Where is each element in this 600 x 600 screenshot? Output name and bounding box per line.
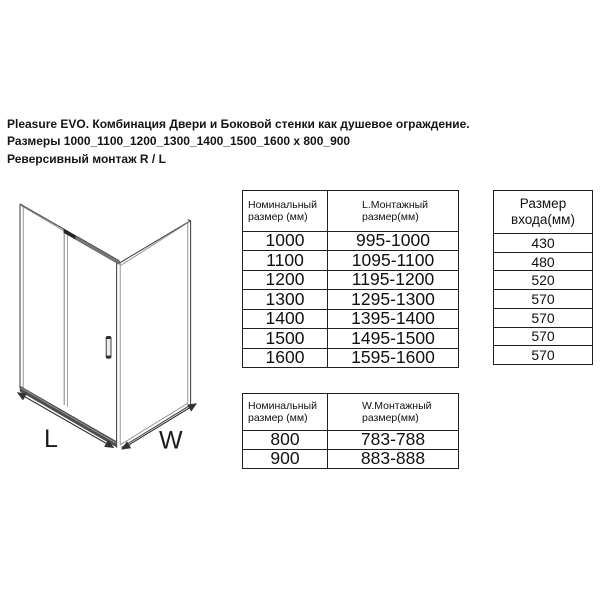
corner-post [117,259,121,447]
roller-bracket [64,229,76,240]
nominal-size: 1600 [243,348,328,367]
mount-size: 995-1000 [328,232,459,251]
table-row [243,329,459,348]
table-row [243,290,459,309]
w-dimensions-table [242,393,459,469]
table-row [494,252,593,271]
table-row [243,251,459,270]
entry-size-table [493,190,593,365]
l-table-col2-header: L.Монтажный размер(мм) [328,191,459,232]
table-row [243,450,459,469]
mount-size: 1495-1500 [328,329,459,348]
entry-table-header: Размер входа(мм) [494,191,593,234]
nominal-size: 1000 [243,232,328,251]
mount-size: 1395-1400 [328,309,459,328]
table-row [494,290,593,309]
left-post [20,204,23,388]
table-row [243,232,459,251]
door-panel-frame [20,204,120,448]
mount-size: 1095-1100 [328,251,459,270]
entry-size: 570 [494,308,593,327]
entry-size: 430 [494,234,593,253]
mount-size: 883-888 [328,450,459,469]
table-row [494,234,593,253]
l-dimension-label: L [44,425,58,453]
mount-size: 783-788 [328,431,459,450]
table-row [494,327,593,346]
table-row [243,348,459,367]
door-divider [64,232,67,407]
l-dimension-arrow [18,393,114,448]
entry-size: 570 [494,346,593,365]
table-row [494,271,593,290]
nominal-size: 1100 [243,251,328,270]
w-dimension-label: W [159,426,183,455]
nominal-size: 1400 [243,309,328,328]
l-table-col1-header: Номинальный размер (мм) [243,191,328,232]
bottom-rail [20,386,117,448]
mount-size: 1595-1600 [328,348,459,367]
nominal-size: 1500 [243,329,328,348]
nominal-size: 1200 [243,270,328,289]
table-row [243,309,459,328]
nominal-size: 800 [243,431,328,450]
door-rail-band [64,229,120,265]
header-line-sizes: Размеры 1000_1100_1200_1300_1400_1500_1600 x 800_900 [7,134,351,149]
mount-size: 1295-1300 [328,290,459,309]
entry-size: 570 [494,290,593,309]
door-handle-icon [106,336,111,358]
header-line-title: Pleasure EVO. Комбинация Двери и Боковой стенки как душевое ограждение. [7,117,470,131]
header-line-mounting: Реверсивный монтаж R / L [7,151,166,166]
table-row [494,346,593,365]
w-table-col2-header: W.Монтажный размер(мм) [328,394,459,431]
mount-size: 1195-1200 [328,270,459,289]
l-dimensions-table [242,190,459,368]
w-table-col1-header: Номинальный размер (мм) [243,394,328,431]
table-row [494,308,593,327]
table-row [243,431,459,450]
entry-size: 570 [494,327,593,346]
nominal-size: 900 [243,450,328,469]
nominal-size: 1300 [243,290,328,309]
entry-size: 480 [494,252,593,271]
table-row [243,270,459,289]
entry-size: 520 [494,271,593,290]
